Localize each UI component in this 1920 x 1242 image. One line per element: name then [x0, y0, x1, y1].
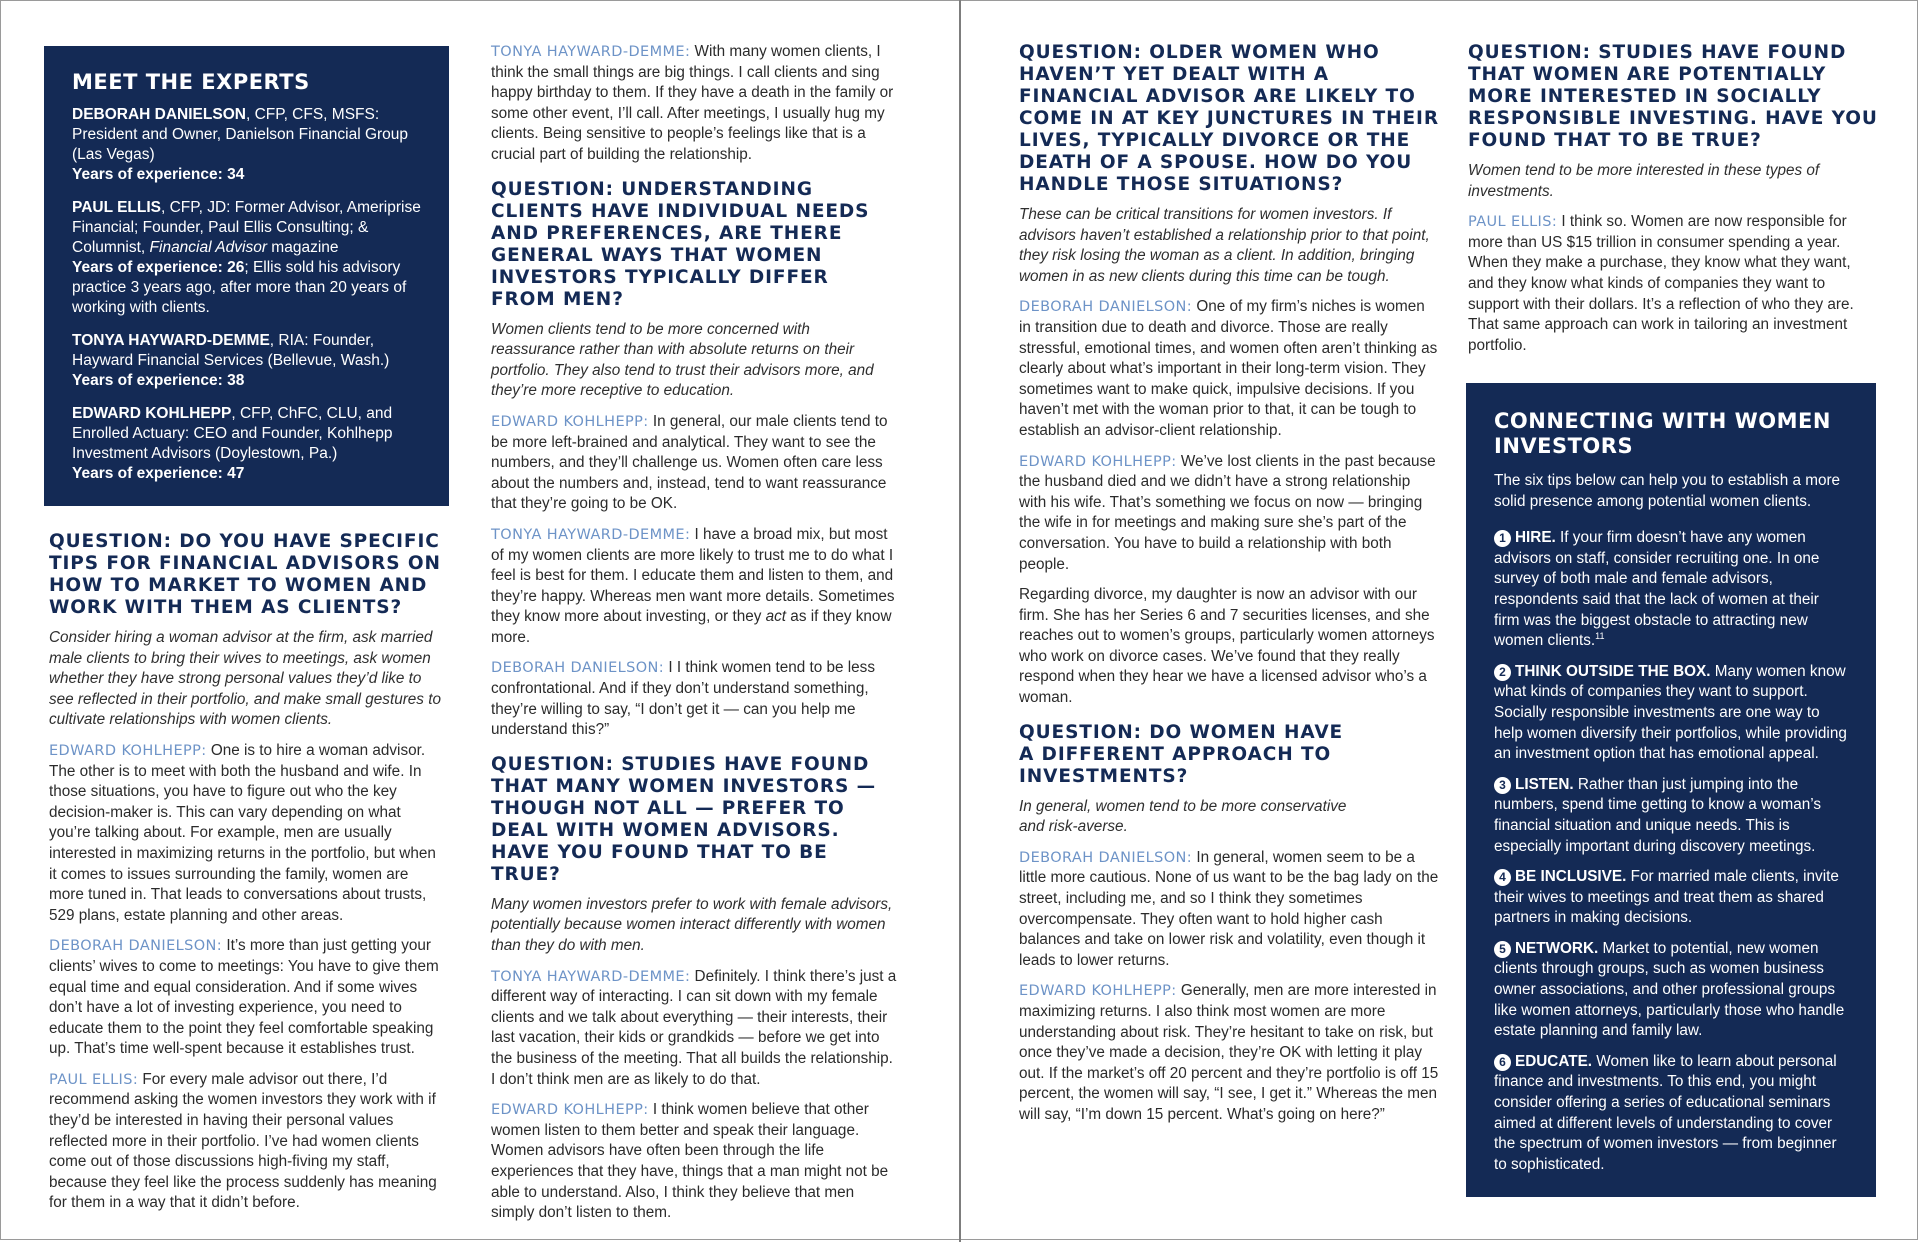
question-heading: QUESTION: STUDIES HAVE FOUND THAT WOMEN ARE POTENTIALLY MORE INTERESTED IN SOCIALLY RESPONSIBLE INVESTING. HAVE YOU FOUND THAT TO BE TRUE?	[1468, 42, 1878, 151]
connecting-title: CONNECTING WITH WOMEN INVESTORS	[1494, 409, 1831, 458]
answer-summary: These can be critical transitions for women investors. If advisors haven’t established a relationship prior to that point, they risk losing the woman as a client. In addition, bringing women in as new clients during this time can be tough.	[1019, 206, 1430, 285]
connecting-with-women-box	[1466, 383, 1876, 1197]
answer-paragraph: EDWARD KOHLHEPP: Generally, men are more interested in maximizing returns. I also think most women are more understanding about risk. They’re hesitant to take on risk, but once they’ve made a decision, they’re OK with letting it play out. If the market’s off 20 percent and they’re portfolio is off 15 percent, the women will say, “I see, I get it.” Whereas the men will say, “I’m down 15 percent. What’s going on here?”	[1019, 982, 1439, 1123]
answer-summary: Consider hiring a woman advisor at the firm, ask married male clients to bring their wives to meetings, ask women whether they have strong personal values they’d like to see reflected in their portfolio, and make small gestures to cultivate relationships with women clients.	[49, 629, 441, 729]
page-gutter	[959, 0, 961, 1242]
answer-paragraph: EDWARD KOHLHEPP: In general, our male clients tend to be more left-brained and analytical. They want to see the numbers, and they’ll challenge us. Women often care less about the numbers and, instead, tend to want reassurance that they’re going to be OK.	[491, 412, 888, 513]
answer-paragraph: PAUL ELLIS: For every male advisor out there, I’d recommend asking the women investors they work with if they’d be interested in having their personal values reflected more in their portfolio. I’ve had women clients come out of those discussions high-fiving my staff, because they feel like the process suddenly has meaning for them in a way that it didn’t before.	[49, 1070, 437, 1212]
answer-paragraph: TONYA HAYWARD-DEMME: With many women clients, I think the small things are big things. I call clients and sing happy birthday to them. If they have a death in the family or some other event, I’ll call. After meetings, I usually hug my clients. Being sensitive to people’s feelings like that is a crucial part of building the relationship.	[491, 43, 894, 163]
question-heading: QUESTION: STUDIES HAVE FOUND THAT MANY WOMEN INVESTORS — THOUGH NOT ALL — PREFER TO DEAL WITH WOMEN ADVISORS. HAVE YOU FOUND THAT TO BE TRUE?	[491, 753, 876, 885]
tip-network: 5 NETWORK. Market to potential, new women clients through groups, such as women business owner associations, and other professional groups like women attorneys, particularly those who handle estate planning and family law.	[1494, 939, 1845, 1040]
meet-the-experts-box	[44, 46, 449, 506]
answer-paragraph: PAUL ELLIS: I think so. Women are now responsible for more than US $15 trillion in consumer spending a year. When they make a purchase, they know what they want, and they know what kinds of companies they want to support with their dollars. It’s a reflection of who they are. That same approach can work in tailoring an investment portfolio.	[1468, 213, 1854, 354]
answer-paragraph: EDWARD KOHLHEPP: I think women believe that other women listen to them better and speak their language. Women advisors have often been through the life experiences that they have, things that a man might not be able to understand. Also, I think they believe that men simply don’t listen to them.	[491, 1101, 889, 1222]
answer-summary: Many women investors prefer to work with female advisors, potentially because women interact differently with women than they do with men.	[491, 895, 893, 955]
question-heading: QUESTION: UNDERSTANDING CLIENTS HAVE INDIVIDUAL NEEDS AND PREFERENCES, ARE THERE GENERAL WAYS THAT WOMEN INVESTORS TYPICALLY DIFFER FROM MEN?	[491, 178, 870, 310]
expert-kohlhepp: EDWARD KOHLHEPP, CFP, ChFC, CLU, and Enrolled Actuary: CEO and Founder, Kohlhepp Investment Advisors (Doylestown, Pa.) Years of experience: 47	[72, 405, 393, 482]
tip-hire: 1 HIRE. If your firm doesn’t have any women advisors on staff, consider recruiting one. In one survey of both male and female advisors, respondents said that the lack of women at their firm was the biggest obstacle to attracting new women clients.$^{11}$	[1494, 529, 1820, 650]
experts-title: MEET THE EXPERTS	[72, 70, 310, 94]
question-heading: QUESTION: DO YOU HAVE SPECIFIC TIPS FOR FINANCIAL ADVISORS ON HOW TO MARKET TO WOMEN AND WORK WITH THEM AS CLIENTS?	[49, 531, 441, 618]
answer-paragraph: TONYA HAYWARD-DEMME: Definitely. I think there’s just a different way of interacting. I can sit down with my female clients and we talk about everything — their interests, their last vacation, their kids or grandkids — before we get into the business of the meeting. That all builds the relationship. I don’t think men are as likely to do that.	[491, 967, 897, 1088]
answer-summary: In general, women tend to be more conservative and risk-averse.	[1019, 797, 1347, 836]
answer-paragraph: DEBORAH DANIELSON: In general, women seem to be a little more cautious. None of us want to be the bag lady on the street, including me, and so I think they sometimes overcompensate. They often want to hold higher cash balances and take on lower risk and volatility, even though it leads to lower returns.	[1019, 848, 1439, 969]
answer-paragraph: Regarding divorce, my daughter is now an advisor with our firm. She has her Series 6 and 7 securities licenses, and she reaches out to women’s groups, particularly women attorneys who work on divorce cases. We’ve found that they really respond when they hear we have a licensed advisor who’s a woman.	[1019, 586, 1435, 707]
right-column-1	[1019, 42, 1439, 1136]
tip-number-icon: 6	[1494, 1054, 1511, 1071]
tip-number-icon: 3	[1494, 777, 1511, 794]
answer-paragraph: DEBORAH DANIELSON: It’s more than just getting your clients’ wives to come to meetings: You have to give them equal time and equal consideration. And if some wives don’t have a lot of investing experience, you need to educate them to the point they feel comfortable speaking up. That’s time well-spent because it establishes trust.	[49, 937, 439, 1058]
tip-number-icon: 5	[1494, 941, 1511, 958]
answer-paragraph: EDWARD KOHLHEPP: We’ve lost clients in the past because the husband died and we didn’t have a strong relationship with his wife. That’s something we focus on now — bringing the wife in for meetings and making sure she’s part of the conversation. You have to build a relationship with both people.	[1019, 452, 1436, 573]
answer-paragraph: TONYA HAYWARD-DEMME: I have a broad mix, but most of my women clients are more likely to trust me to do what I feel is best for them. I educate them and listen to them, and they’re happy. Whereas men want more details. Sometimes they know more about investing, or they act as if they know more.	[491, 525, 895, 646]
tip-number-icon: 2	[1494, 664, 1511, 681]
expert-ellis: PAUL ELLIS, CFP, JD: Former Advisor, Ameriprise Financial; Founder, Paul Ellis Consulting; & Columnist, Financial Advisor magazine Years of experience: 26; Ellis sold his advisory practice 3 years ago, after more than 20 years of working with clients.	[72, 199, 421, 316]
left-column-2	[491, 42, 897, 1234]
expert-danielson: DEBORAH DANIELSON, CFP, CFS, MSFS: President and Owner, Danielson Financial Group (Las Vegas) Years of experience: 34	[72, 106, 409, 183]
answer-paragraph: DEBORAH DANIELSON: I I think women tend to be less confrontational. And if they don’t understand something, they’re willing to say, “I don’t get it — can you help me understand this?”	[491, 659, 875, 739]
tip-number-icon: 1	[1494, 530, 1511, 547]
tip-think-outside-the-box: 2 THINK OUTSIDE THE BOX. Many women know what kinds of companies they want to support. Socially responsible investments are one way to help women diversify their portfolios, while providing an investment option that has emotional appeal.	[1494, 662, 1847, 763]
connecting-intro: The six tips below can help you to establish a more solid presence among potential women clients.	[1494, 472, 1841, 510]
answer-paragraph: DEBORAH DANIELSON: One of my firm’s niches is women in transition due to death and divorce. Those are really stressful, emotional times, and women often aren’t thinking as clearly about what’s important in their long-term vision. They sometimes want to make quick, impulsive decisions. If you haven’t met with the woman prior to that, it can be tough to establish an advisor-client relationship.	[1019, 298, 1438, 439]
tip-number-icon: 4	[1494, 869, 1511, 886]
question-heading: QUESTION: OLDER WOMEN WHO HAVEN’T YET DEALT WITH A FINANCIAL ADVISOR ARE LIKELY TO COME IN AT KEY JUNCTURES IN THEIR LIVES, TYPICALLY DIVORCE OR THE DEATH OF A SPOUSE. HOW DO YOU HANDLE THOSE SITUATIONS?	[1019, 42, 1439, 195]
tip-listen: 3 LISTEN. Rather than just jumping into the numbers, spend time getting to know a woman’s financial situation and unique needs. This is especially important during discovery meetings.	[1494, 775, 1822, 855]
tip-educate: 6 EDUCATE. Women like to learn about personal finance and investments. To this end, you might consider offering a series of educational seminars aimed at different levels of understanding to cover the spectrum of women investors — from beginner to sophisticated.	[1494, 1052, 1837, 1173]
right-column-2	[1468, 42, 1878, 366]
expert-hayward-demme: TONYA HAYWARD-DEMME, RIA: Founder, Hayward Financial Services (Bellevue, Wash.) Years of experience: 38	[72, 332, 390, 389]
left-column-1	[49, 531, 445, 1224]
answer-paragraph: EDWARD KOHLHEPP: One is to hire a woman advisor. The other is to meet with both the husband and wife. In those situations, you have to figure out who the key decision-maker is. This can vary depending on what you’re talking about. For example, men are usually interested in maximizing returns in the portfolio, but when it comes to issues surrounding the family, women are more tuned in. That leads to conversations about trusts, 529 plans, estate planning and other areas.	[49, 741, 436, 924]
answer-summary: Women tend to be more interested in these types of investments.	[1468, 162, 1820, 200]
question-heading: QUESTION: DO WOMEN HAVE A DIFFERENT APPROACH TO INVESTMENTS?	[1019, 721, 1344, 787]
answer-summary: Women clients tend to be more concerned with reassurance rather than with absolute returns on their portfolio. They also tend to trust their advisors more, and they’re more receptive to education.	[491, 320, 874, 400]
tip-be-inclusive: 4 BE INCLUSIVE. For married male clients, invite their wives to meetings and treat them as shared partners in making decisions.	[1494, 868, 1839, 927]
